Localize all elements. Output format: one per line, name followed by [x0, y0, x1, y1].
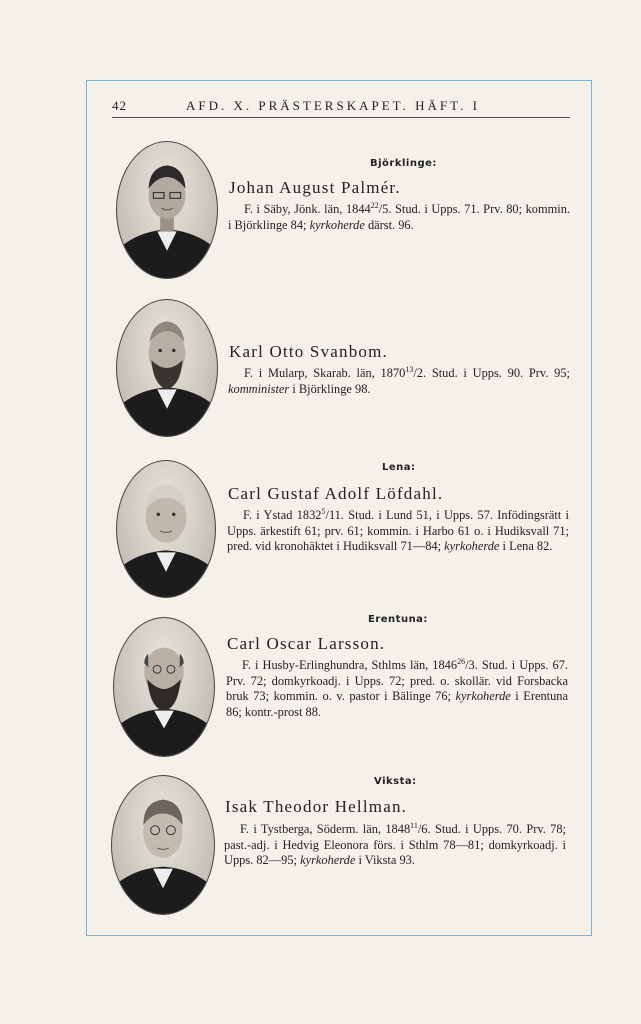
portrait-image [111, 775, 215, 915]
parish-label: Lena: [382, 462, 416, 473]
person-name: Carl Gustaf Adolf Löfdahl. [228, 484, 444, 503]
parish-label: Viksta: [374, 776, 417, 787]
portrait-image [116, 299, 218, 437]
person-name: Karl Otto Svanbom. [229, 342, 389, 361]
person-name: Isak Theodor Hellman. [225, 797, 408, 816]
person-bio: F. i Mularp, Skarab. län, 1870$^{13}$/2. Stud. i Upps. 90. Prv. 95; komminister i Björklinge 98. [228, 365, 570, 396]
person-name: Johan August Palmér. [229, 178, 401, 197]
page-number: 42 [112, 98, 127, 113]
portrait-lofdahl-icon [117, 461, 215, 597]
portrait-larsson-icon [114, 618, 214, 756]
portrait-image [113, 617, 215, 757]
parish-label: Erentuna: [368, 614, 428, 625]
parish-label: Björklinge: [370, 158, 437, 169]
portrait-image [116, 460, 216, 598]
portrait-palmer-icon [117, 142, 217, 278]
header-rule [112, 117, 570, 118]
person-bio: F. i Ystad 1832$^5$/11. Stud. i Lund 51, i Upps. 57. Infödingsrätt i Upps. ärkestift 61; prv. 61; kommin. i Harbo 61 o. i Hudiksvall 71; pred. vid kronohäktet i Hudiksvall 71—84; kyrkoherde i Lena 82. [227, 507, 569, 554]
portrait-hellman-icon [112, 776, 214, 914]
person-bio: F. i Säby, Jönk. län, 1844$^{22}$/5. Stud. i Upps. 71. Prv. 80; kommin. i Björklinge 84; kyrkoherde därst. 96. [228, 201, 570, 232]
running-title: AFD. X. PRÄSTERSKAPET. HÄFT. I [186, 98, 480, 113]
portrait-svanbom-icon [117, 300, 217, 436]
person-bio: F. i Tystberga, Söderm. län, 1848$^{11}$/6. Stud. i Upps. 70. Prv. 78; past.-adj. i Hedvig Eleonora förs. i Sthlm 78—81; domkyrkoadj. i Upps. 82—95; kyrkoherde i Viksta 93. [224, 821, 567, 868]
portrait-image [116, 141, 218, 279]
person-bio: F. i Husby-Erlinghundra, Sthlms län, 1846$^{26}$/3. Stud. i Upps. 67. Prv. 72; domkyrkoadj. i Upps. 72; pred. o. skollär. vid Forsbacka bruk 73; kommin. o. v. pastor i Bälinge 76; kyrkoherde i Erentuna 86; kontr.-prost 88. [226, 657, 568, 719]
person-name: Carl Oscar Larsson. [227, 634, 386, 653]
